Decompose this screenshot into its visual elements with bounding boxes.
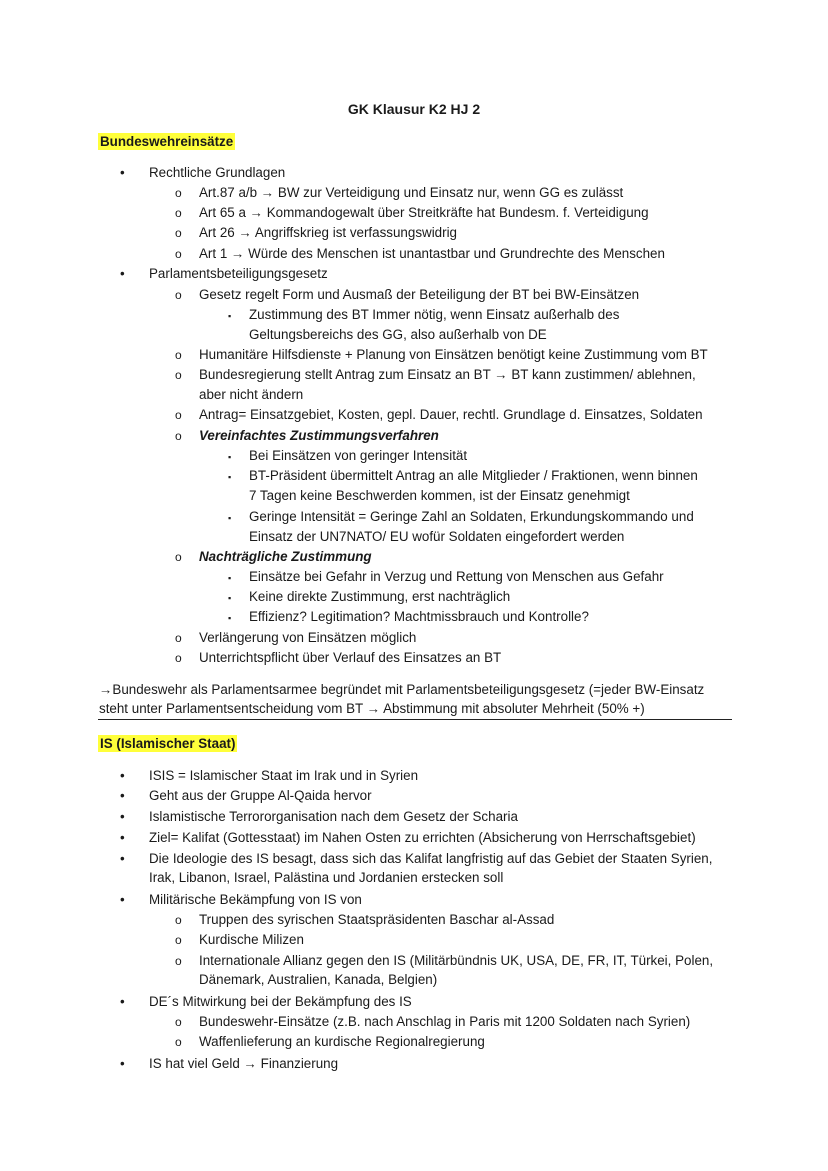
bullet-marker: o (175, 186, 182, 200)
list-item: Militärische Bekämpfung von IS von (149, 892, 362, 907)
subheading-nachtraegliche-zustimmung: Nachträgliche Zustimmung (199, 549, 372, 564)
section-heading-is: IS (Islamischer Staat) (100, 736, 236, 751)
list-item: Bundesregierung stellt Antrag zum Einsatz an BT → BT kann zustimmen/ ablehnen, (199, 367, 696, 382)
bullet-marker: ▪ (228, 573, 232, 583)
bullet-marker: o (175, 631, 182, 645)
bullet-marker: o (175, 651, 182, 665)
bullet-marker: ▪ (228, 472, 232, 482)
list-item: Verlängerung von Einsätzen möglich (199, 630, 417, 645)
list-item: Ziel= Kalifat (Gottesstaat) im Nahen Osten zu errichten (Absicherung von Herrschaftsgebiet) (149, 830, 696, 845)
bullet-marker: • (120, 165, 125, 180)
bullet-marker: • (120, 768, 125, 783)
list-item: Humanitäre Hilfsdienste + Planung von Einsätzen benötigt keine Zustimmung vom BT (199, 347, 708, 362)
bullet-marker: • (120, 266, 125, 281)
bullet-marker: o (175, 226, 182, 240)
list-item: Waffenlieferung an kurdische Regionalregierung (199, 1034, 485, 1049)
subheading-vereinfachtes-verfahren: Vereinfachtes Zustimmungsverfahren (199, 428, 439, 443)
bullet-marker: o (175, 368, 182, 382)
list-item: Kurdische Milizen (199, 932, 304, 947)
bullet-marker: ▪ (228, 613, 232, 623)
bullet-marker: o (175, 954, 182, 968)
bullet-marker: • (120, 892, 125, 907)
section-divider (98, 719, 732, 720)
bullet-marker: o (175, 913, 182, 927)
bullet-marker: o (175, 1015, 182, 1029)
list-item: Geringe Intensität = Geringe Zahl an Soldaten, Erkundungskommando und (249, 509, 694, 524)
list-item-continuation: aber nicht ändern (199, 387, 304, 402)
conclusion-text: steht unter Parlamentsentscheidung vom BT → Abstimmung mit absoluter Mehrheit (50% +) (99, 701, 645, 716)
bullet-marker: ▪ (228, 513, 232, 523)
list-item: Art.87 a/b → BW zur Verteidigung und Einsatz nur, wenn GG es zulässt (199, 185, 624, 200)
list-item: Bei Einsätzen von geringer Intensität (249, 448, 468, 463)
list-item-continuation: Geltungsbereichs des GG, also außerhalb von DE (249, 327, 547, 342)
list-item: Einsätze bei Gefahr in Verzug und Rettung von Menschen aus Gefahr (249, 569, 664, 584)
list-item: Antrag= Einsatzgebiet, Kosten, gepl. Dauer, rechtl. Grundlage d. Einsatzes, Soldaten (199, 407, 703, 422)
list-item: Art 1 → Würde des Menschen ist unantastbar und Grundrechte des Menschen (199, 246, 665, 261)
bullet-marker: o (175, 933, 182, 947)
list-item: Islamistische Terrororganisation nach dem Gesetz der Scharia (149, 809, 518, 824)
list-item: DE´s Mitwirkung bei der Bekämpfung des IS (149, 994, 412, 1009)
conclusion-text: →Bundeswehr als Parlamentsarmee begründet mit Parlamentsbeteiligungsgesetz (=jeder BW-Einsatz (99, 682, 705, 697)
bullet-marker: ▪ (228, 311, 232, 321)
bullet-marker: o (175, 429, 182, 443)
list-item: Parlamentsbeteiligungsgesetz (149, 266, 328, 281)
bullet-marker: o (175, 348, 182, 362)
list-item: Art 26 → Angriffskrieg ist verfassungswidrig (199, 225, 457, 240)
bullet-marker: • (120, 851, 125, 866)
list-item: Zustimmung des BT Immer nötig, wenn Einsatz außerhalb des (249, 307, 620, 322)
list-item: BT-Präsident übermittelt Antrag an alle Mitglieder / Fraktionen, wenn binnen (249, 468, 698, 483)
list-item: Geht aus der Gruppe Al-Qaida hervor (149, 788, 372, 803)
list-item-continuation: 7 Tagen keine Beschwerden kommen, ist der Einsatz genehmigt (249, 488, 630, 503)
bullet-marker: ▪ (228, 452, 232, 462)
list-item-continuation: Irak, Libanon, Israel, Palästina und Jordanien erstecken soll (149, 870, 504, 885)
bullet-marker: • (120, 830, 125, 845)
page-title: GK Klausur K2 HJ 2 (347, 101, 481, 117)
list-item: Art 65 a → Kommandogewalt über Streitkräfte hat Bundesm. f. Verteidigung (199, 205, 649, 220)
bullet-marker: o (175, 550, 182, 564)
list-item: Rechtliche Grundlagen (149, 165, 286, 180)
list-item-continuation: Einsatz der UN7NATO/ EU wofür Soldaten eingefordert werden (249, 529, 625, 544)
bullet-marker: o (175, 1035, 182, 1049)
list-item: Bundeswehr-Einsätze (z.B. nach Anschlag in Paris mit 1200 Soldaten nach Syrien) (199, 1014, 691, 1029)
bullet-marker: o (175, 247, 182, 261)
bullet-marker: • (120, 1056, 125, 1071)
list-item: ISIS = Islamischer Staat im Irak und in Syrien (149, 768, 419, 783)
bullet-marker: • (120, 809, 125, 824)
list-item: Truppen des syrischen Staatspräsidenten Baschar al-Assad (199, 912, 555, 927)
list-item: Internationale Allianz gegen den IS (Militärbündnis UK, USA, DE, FR, IT, Türkei, Polen, (199, 953, 714, 968)
bullet-marker: o (175, 206, 182, 220)
list-item: Keine direkte Zustimmung, erst nachträglich (249, 589, 511, 604)
list-item-continuation: Dänemark, Australien, Kanada, Belgien) (199, 972, 438, 987)
bullet-marker: o (175, 408, 182, 422)
list-item: IS hat viel Geld → Finanzierung (149, 1056, 339, 1071)
list-item: Gesetz regelt Form und Ausmaß der Beteiligung der BT bei BW-Einsätzen (199, 287, 640, 302)
bullet-marker: ▪ (228, 593, 232, 603)
list-item: Unterrichtspflicht über Verlauf des Einsatzes an BT (199, 650, 502, 665)
bullet-marker: • (120, 788, 125, 803)
list-item: Effizienz? Legitimation? Machtmissbrauch und Kontrolle? (249, 609, 589, 624)
list-item: Die Ideologie des IS besagt, dass sich das Kalifat langfristig auf das Gebiet der Staaten Syrien, (149, 851, 713, 866)
bullet-marker: • (120, 994, 125, 1009)
bullet-marker: o (175, 288, 182, 302)
section-heading-bundeswehreinsaetze: Bundeswehreinsätze (100, 134, 234, 149)
